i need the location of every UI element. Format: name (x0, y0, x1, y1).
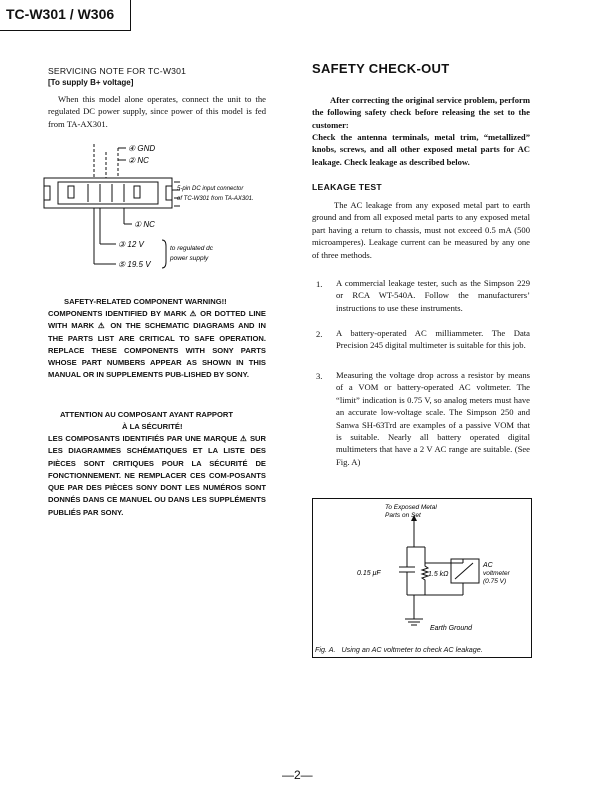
supply-note-line2: power supply (170, 255, 209, 262)
safety-intro: After correcting the original service problem, perform the following safety check before releasing the set to the customer: (312, 95, 530, 130)
pin5-label: ⑤ 19.5 V (118, 260, 151, 269)
resistor-label: 1.5 kΩ (428, 571, 449, 578)
fig-label-top-2: Parts on Set (385, 512, 421, 519)
safety-title: SAFETY CHECK-OUT (312, 61, 450, 76)
list-item-3: Measuring the voltage drop across a resistor by means of a VOM or battery-operated AC voltmeter. The “limit” indication is 0.75 V, so analog meters must have an accurate low-voltage scale. The Simpson 250 and Sanwa SH-63Trd are examples of a passive VOM that is suitable. Nearly all battery operated digital multimeters that have a 2 V AC range are suitable. (See Fig. A) (336, 370, 530, 467)
figure-caption: Fig. A. Using an AC voltmeter to check AC leakage. (315, 645, 483, 654)
page-number: —2— (282, 768, 313, 782)
ground-label: Earth Ground (430, 625, 473, 632)
leakage-title: LEAKAGE TEST (312, 182, 382, 192)
leakage-circuit (313, 499, 529, 639)
connector-diagram (40, 134, 290, 274)
connector-note-line1: 5-pin DC input connector (177, 186, 244, 192)
capacitor-label: 0.15 μF (357, 570, 381, 577)
list-item-2: A battery-operated AC milliammeter. The Data Precision 245 digital multimeter is suitable for this job. (336, 328, 530, 351)
servicing-note-body: When this model alone operates, connect the unit to the regulated DC power supply, since power of this model is fed from TA-AX301. (48, 94, 266, 129)
connector-drawing (44, 144, 180, 268)
pin1-label: ① NC (134, 220, 155, 229)
connector-note-line2: of TC-W301 from TA-AX301. (177, 196, 254, 202)
fig-label-top-1: To Exposed Metal (385, 504, 437, 511)
pin3-label: ③ 12 V (118, 240, 144, 249)
servicing-note-title: SERVICING NOTE FOR TC-W301 (48, 66, 187, 76)
meter-label-1: AC (483, 562, 493, 569)
leakage-body: The AC leakage from any exposed metal part to earth ground and from all exposed metal parts to any exposed metal part having a return to chassis, must not exceed 0.5 mA (500 microamperes). Leakage current can be measured by any one of three methods. (312, 200, 530, 260)
meter-label-2: voltmeter (483, 570, 510, 577)
supply-note-line1: to regulated dc (170, 245, 214, 252)
warning-fr-title-line2: À LA SÉCURITÉ! (122, 422, 183, 431)
list-number-2: 2. (316, 329, 323, 339)
meter-label-3: (0.75 V) (483, 578, 507, 585)
model-title: TC-W301 / W306 (6, 6, 115, 22)
pin2-label: ② NC (128, 156, 149, 165)
servicing-note-subtitle: [To supply B+ voltage] (48, 78, 134, 87)
list-number-1: 1. (316, 279, 323, 289)
list-item-1: A commercial leakage tester, such as the Simpson 229 or RCA WT-540A. Follow the manufacturers’ instructions to use these instruments. (336, 278, 530, 313)
pin4-label: ④ GND (128, 144, 156, 153)
warning-en-title: SAFETY-RELATED COMPONENT WARNING!! (64, 297, 227, 306)
safety-intro-2: Check the antenna terminals, metal trim, “metallized” knobs, screws, and all other exposed metal parts for AC leakage. Check leakage as described below. (312, 132, 530, 167)
list-number-3: 3. (316, 371, 323, 381)
warning-fr-body: LES COMPOSANTS IDENTIFIÉS PAR UNE MARQUE ⚠ SUR LES DIAGRAMMES SCHÉMATIQUES ET LA LISTE DES PIÈCES SONT CRITIQUES POUR LA SÉCURITÉ DE FONCTIONNEMENT. NE REMPLACER CES COM-POSANTS QUE PAR DES PIÈCES SONY DONT LES NUMÉROS SONT DONNÉS DANS CE MANUEL OU DANS LES SUPPLÉMENTS PUBLIÉS PAR SONY. (48, 434, 266, 517)
warning-en-body: COMPONENTS IDENTIFIED BY MARK ⚠ OR DOTTED LINE WITH MARK ⚠ ON THE SCHEMATIC DIAGRAMS AND IN THE PARTS LIST ARE CRITICAL TO SAFE OPERATION. REPLACE THESE COMPONENTS WITH SONY PARTS WHOSE PART NUMBERS APPEAR AS SHOWN IN THIS MANUAL OR IN SUPPLEMENTS PUB-LISHED BY SONY. (48, 309, 266, 380)
warning-fr-title-line1: ATTENTION AU COMPOSANT AYANT RAPPORT (60, 410, 233, 419)
